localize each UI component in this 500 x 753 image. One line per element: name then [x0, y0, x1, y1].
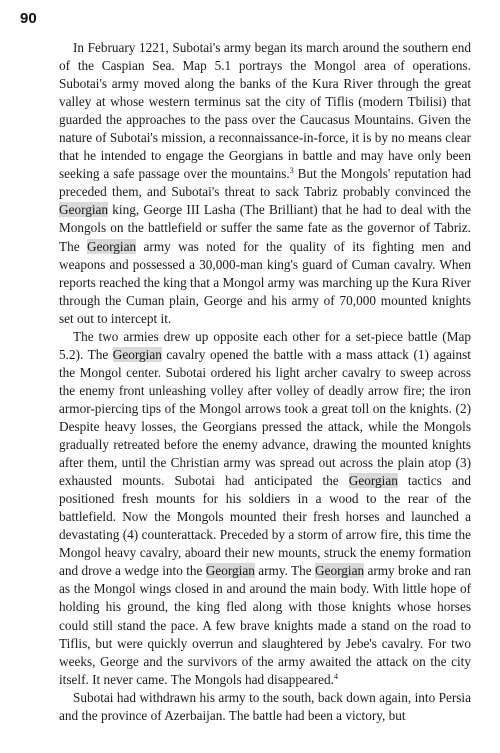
footnote-ref[interactable]: 4 [333, 671, 338, 681]
text-run: Subotai had withdrawn his army to the south, back down again, into Persia and the province of Azerbaijan. The battle had been a victory, but [59, 689, 471, 723]
search-highlight: Georgian [205, 563, 255, 579]
text-run: tactics and positioned fresh mounts for his soldiers in a wood to the rear of the battlefield. Now the Mongols mounted their fresh horses and launched a devastating (4) counterattack. Preceded by a storm of arrow fire, this time the Mongol heavy cavalry, aboard their new mounts, struck the enemy formation and drove a wedge into the [59, 473, 471, 579]
text-run: army. The [254, 563, 316, 579]
body-text [59, 39, 471, 725]
text-run: In February 1221, Subotai's army began its march around the southern end of the Caspian Sea. Map 5.1 portrays the Mongol area of operations. Subotai's army moved along the banks of the Kura River through the great valley at whose western terminus sat the city of Tiflis (modern Tbilisi) that guarded the approaches to the pass over the Caucasus Mountains. Given the nature of Subotai's mission, a reconnaissance-in-force, it is by no means clear that he intended to engage the Georgians in battle and may have only been seeking a safe passage over the mountains. [59, 40, 471, 182]
search-highlight: Georgian [348, 473, 398, 489]
search-highlight: Georgian [315, 563, 365, 579]
text-run: army broke and ran as the Mongol wings closed in and around the main body. With little hope of holding his ground, the king fled along with those knights whose horses could still stand the pace. A few brave knights made a stand on the road to Tiflis, but were quickly overrun and slaughtered by Jebe's cavalry. For two weeks, George and the survivors of the army awaited the attack on the city itself. It never came. The Mongols had disappeared. [59, 563, 472, 687]
text-run: king, George III Lasha (The Brilliant) that he had to deal with the Mongols on the battlefield or suffer the same fate as the governor of Tabriz. The [59, 202, 471, 254]
search-highlight: Georgian [59, 202, 109, 218]
page-number: 90 [20, 10, 37, 27]
paragraph-2 [59, 328, 471, 689]
text-run: army was noted for the quality of its fighting men and weapons and possessed a 30,000-man king's guard of Cuman cavalry. When reports reached the king that a Mongol army was marching up the Kura River through the Cuman plain, George and his army of 70,000 mounted knights set out to intercept it. [59, 238, 471, 326]
footnote-ref[interactable]: 3 [289, 166, 294, 176]
text-run: cavalry opened the battle with a mass attack (1) against the Mongol center. Subotai ordered his light archer cavalry to sweep across the enemy front unleashing volley after volley of deadly arrow fire; the iron armor-piercing tips of the Mongol arrows took a great toll on the knights. (2) Despite heavy losses, the Georgians pressed the attack, while the Mongols gradually retreated before the enemy advance, drawing the mounted knights after them, until the Christian army was spread out across the plain atop (3) exhausted mounts. Subotai had anticipated the [59, 346, 471, 489]
paragraph-3 [59, 689, 471, 725]
search-highlight: Georgian [112, 346, 162, 362]
paragraph-1 [59, 39, 471, 328]
text-run: The two armies drew up opposite each other for a set-piece battle (Map 5.2). The [59, 328, 471, 362]
text-run: But the Mongols' reputation had preceded them, and Subotai's threat to sack Tabriz probably convinced the [59, 166, 471, 200]
search-highlight: Georgian [87, 238, 137, 254]
